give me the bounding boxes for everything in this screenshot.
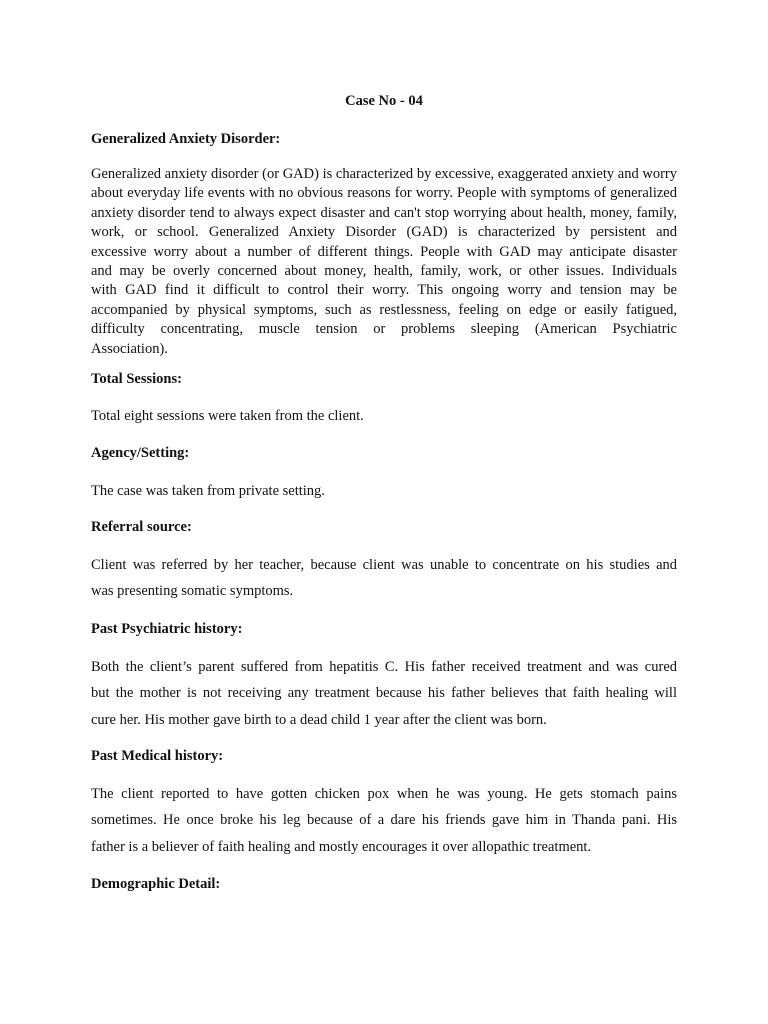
psychiatric-line: but the mother is not receiving any treatment because his father believes that faith healing will [91,685,677,702]
referral-line: was presenting somatic symptoms. [91,583,294,600]
gad-line: about everyday life events with no obvious reasons for worry. People with symptoms of generalized [91,185,677,202]
sessions-text: Total eight sessions were taken from the client. [91,408,364,424]
gad-line: Association). [91,340,168,357]
gad-line: excessive worry about a number of different things. People with GAD may anticipate disaster [91,243,677,260]
referral-heading: Referral source: [91,519,192,535]
medical-line: The client reported to have gotten chicken pox when he was young. He gets stomach pains [91,786,677,802]
demographic-heading: Demographic Detail: [91,876,221,892]
psychiatric-line: Both the client’s parent suffered from hepatitis C. His father received treatment and was cured [91,659,677,675]
psychiatric-paragraph [91,654,677,733]
gad-paragraph [91,165,677,359]
gad-line: accompanied by physical symptoms, such as restlessness, feeling on edge or easily fatigued, [91,301,677,318]
gad-line: anxiety disorder tend to always expect disaster and can't stop worrying about health, money, family, [91,204,677,221]
referral-paragraph [91,552,677,605]
gad-line: work, or school. Generalized Anxiety Disorder (GAD) is characterized by persistent and [91,224,677,241]
medical-line: sometimes. He once broke his leg because of a dare his friends gave him in Thanda pani. His [91,812,677,829]
gad-line: difficulty concentrating, muscle tension or problems sleeping (American Psychiatric [91,321,677,338]
gad-line: Generalized anxiety disorder (or GAD) is characterized by excessive, exaggerated anxiety and worry [91,166,677,182]
sessions-heading: Total Sessions: [91,371,182,387]
medical-paragraph [91,781,677,860]
referral-line: Client was referred by her teacher, because client was unable to concentrate on his studies and [91,557,677,573]
gad-line: and may be overly concerned about money, health, family, work, or other issues. Individuals [91,263,677,280]
medical-heading: Past Medical history: [91,748,224,764]
medical-line: father is a believer of faith healing and mostly encourages it over allopathic treatment. [91,838,592,855]
gad-heading: Generalized Anxiety Disorder: [91,131,281,147]
gad-line: with GAD find it difficult to control their worry. This ongoing worry and tension may be [91,282,677,299]
agency-heading: Agency/Setting: [91,445,190,461]
psychiatric-line: cure her. His mother gave birth to a dead child 1 year after the client was born. [91,711,547,728]
agency-text: The case was taken from private setting. [91,483,325,499]
case-title: Case No - 04 [345,93,423,109]
psychiatric-heading: Past Psychiatric history: [91,621,243,637]
